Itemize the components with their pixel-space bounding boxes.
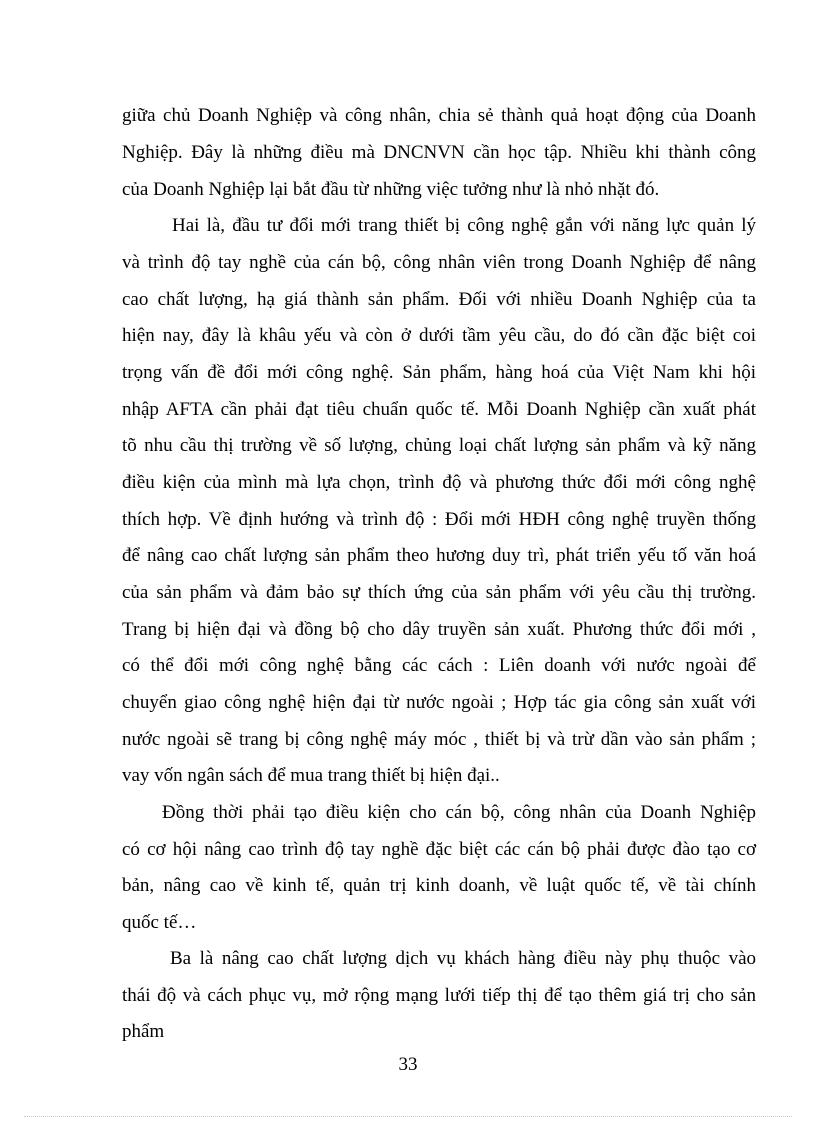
- text-line: nước ngoài sẽ trang bị công nghệ máy móc , thiết bị và trừ dần vào sản phẩm ;: [122, 729, 756, 750]
- text-line: Nghiệp. Đây là những điều mà DNCNVN cần học tập. Nhiều khi thành công: [122, 142, 756, 163]
- text-line: thích hợp. Về định hướng và trình độ : Đổi mới HĐH công nghệ truyền thống: [122, 509, 756, 530]
- text-line: hiện nay, đây là khâu yếu và còn ở dưới tầm yêu cầu, do đó cần đặc biệt coi: [122, 325, 756, 346]
- text-line: của Doanh Nghiệp lại bắt đầu từ những việc tưởng như là nhỏ nhặt đó.: [122, 179, 660, 200]
- text-line: cao chất lượng, hạ giá thành sản phẩm. Đối với nhiều Doanh Nghiệp của ta: [122, 289, 756, 310]
- text-line: thái độ và cách phục vụ, mở rộng mạng lưới tiếp thị để tạo thêm giá trị cho sản: [122, 985, 756, 1006]
- text-line: phẩm: [122, 1021, 165, 1042]
- text-line: nhập AFTA cần phải đạt tiêu chuẩn quốc tế. Mỗi Doanh Nghiệp cần xuất phát: [122, 399, 756, 420]
- text-line: giữa chủ Doanh Nghiệp và công nhân, chia sẻ thành quả hoạt động của Doanh: [122, 105, 756, 126]
- page-bottom-divider: [24, 1116, 792, 1117]
- text-line: của sản phẩm và đảm bảo sự thích ứng của sản phẩm với yêu cầu thị trường.: [122, 582, 756, 603]
- text-line: Trang bị hiện đại và đồng bộ cho dây truyền sản xuất. Phương thức đổi mới ,: [122, 619, 756, 640]
- text-line: tõ nhu cầu thị trường về số lượng, chủng loại chất lượng sản phẩm và kỹ năng: [122, 435, 756, 456]
- text-line: trọng vấn đề đổi mới công nghệ. Sản phẩm, hàng hoá của Việt Nam khi hội: [122, 362, 756, 383]
- text-line: Hai là, đầu tư đổi mới trang thiết bị công nghệ gắn với năng lực quản lý: [172, 215, 756, 236]
- text-line: có thể đổi mới công nghệ bằng các cách : Liên doanh với nước ngoài để: [122, 655, 756, 676]
- text-line: và trình độ tay nghề của cán bộ, công nhân viên trong Doanh Nghiệp để nâng: [122, 252, 756, 273]
- text-line: vay vốn ngân sách để mua trang thiết bị hiện đại..: [122, 765, 500, 786]
- text-line: để nâng cao chất lượng sản phẩm theo hương duy trì, phát triển yếu tố văn hoá: [122, 545, 756, 566]
- text-line: bản, nâng cao về kinh tế, quản trị kinh doanh, về luật quốc tế, về tài chính: [122, 875, 756, 896]
- text-line: điều kiện của mình mà lựa chọn, trình độ và phương thức đổi mới công nghệ: [122, 472, 756, 493]
- text-line: chuyển giao công nghệ hiện đại từ nước ngoài ; Hợp tác gia công sản xuất với: [122, 692, 756, 713]
- page-number: 33: [398, 1054, 418, 1075]
- text-line: quốc tế…: [122, 912, 197, 933]
- text-line: Ba là nâng cao chất lượng dịch vụ khách hàng điều này phụ thuộc vào: [170, 948, 756, 969]
- text-line: có cơ hội nâng cao trình độ tay nghề đặc biệt các cán bộ phải được đào tạo cơ: [122, 839, 756, 860]
- text-line: Đồng thời phải tạo điều kiện cho cán bộ, công nhân của Doanh Nghiệp: [162, 802, 756, 823]
